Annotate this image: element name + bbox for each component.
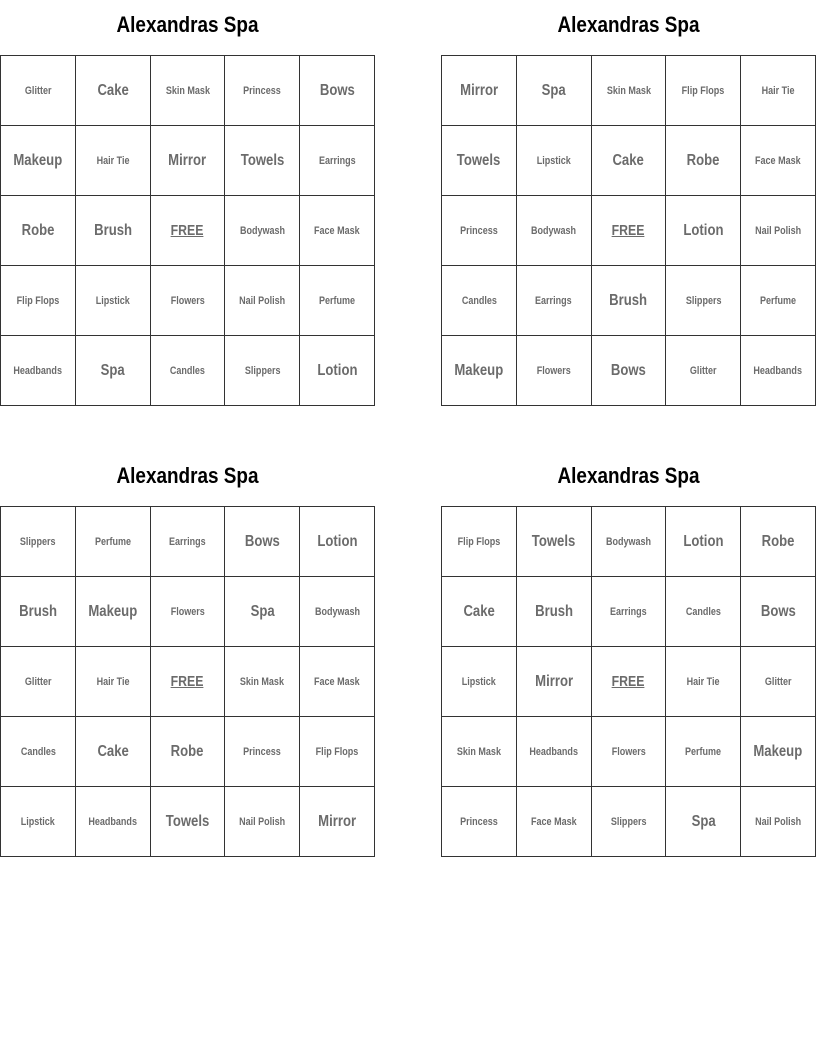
bingo-cell	[225, 647, 300, 717]
bingo-cell-label: Earrings	[318, 154, 356, 167]
bingo-cell	[151, 196, 226, 266]
bingo-cell	[300, 126, 375, 196]
bingo-cell	[1, 196, 76, 266]
bingo-cell	[300, 647, 375, 717]
bingo-cell	[151, 126, 226, 196]
bingo-cell	[225, 336, 300, 406]
bingo-cell-label: Brush	[93, 221, 132, 239]
bingo-cell	[76, 266, 151, 336]
bingo-cell-label: Princess	[243, 84, 282, 97]
bingo-cell	[300, 507, 375, 577]
bingo-cell	[517, 577, 592, 647]
bingo-cell-label: Lipstick	[95, 294, 130, 307]
bingo-cell	[592, 577, 667, 647]
bingo-cell	[517, 647, 592, 717]
bingo-cell-label: Princess	[460, 224, 498, 237]
bingo-cell	[300, 577, 375, 647]
bingo-cell-label: Cake	[463, 602, 495, 620]
bingo-cell-label: FREE	[171, 222, 204, 239]
bingo-cell-label: Bows	[760, 602, 796, 620]
bingo-cell	[225, 717, 300, 787]
bingo-cell-label: Towels	[240, 151, 285, 169]
bingo-cell	[592, 336, 667, 406]
bingo-cell	[517, 717, 592, 787]
bingo-cell-label: Bodywash	[531, 224, 577, 237]
bingo-cell-label: Bodywash	[314, 605, 360, 618]
bingo-cell-label: Cake	[97, 742, 129, 760]
bingo-cell-label: Lotion	[683, 532, 724, 550]
bingo-cell	[517, 266, 592, 336]
bingo-cell-label: Brush	[609, 291, 648, 309]
bingo-cell-label: Glitter	[24, 84, 52, 97]
bingo-cell-label: Skin Mask	[165, 84, 210, 97]
bingo-cell-label: Headbands	[529, 745, 579, 758]
bingo-cell-label: Robe	[761, 532, 795, 550]
bingo-cell-label: Bodywash	[239, 224, 285, 237]
bingo-cell	[442, 336, 517, 406]
bingo-cell-label: Slippers	[20, 535, 56, 548]
bingo-cell	[1, 56, 76, 126]
bingo-cell	[741, 647, 816, 717]
bingo-cell-label: Flowers	[611, 745, 646, 758]
bingo-cell	[592, 647, 667, 717]
bingo-cell	[76, 196, 151, 266]
bingo-cell	[76, 717, 151, 787]
bingo-cell	[741, 336, 816, 406]
bingo-cell-label: Perfume	[760, 294, 797, 307]
bingo-cell	[442, 126, 517, 196]
bingo-cell	[592, 266, 667, 336]
bingo-cell-label: Nail Polish	[239, 294, 286, 307]
bingo-cell	[442, 787, 517, 857]
bingo-cell	[517, 56, 592, 126]
bingo-cell	[517, 507, 592, 577]
bingo-cell	[666, 787, 741, 857]
bingo-cell	[1, 717, 76, 787]
bingo-cell	[741, 577, 816, 647]
bingo-cell	[592, 507, 667, 577]
bingo-cell	[666, 577, 741, 647]
bingo-cell	[225, 787, 300, 857]
bingo-cell-label: FREE	[612, 673, 645, 690]
bingo-cell-label: Hair Tie	[96, 675, 130, 688]
bingo-cell	[741, 196, 816, 266]
bingo-cell-label: Cake	[97, 81, 129, 99]
bingo-cell-label: Slippers	[244, 364, 281, 377]
bingo-cell-label: Princess	[460, 815, 498, 828]
bingo-cell	[592, 126, 667, 196]
bingo-cell-label: Slippers	[685, 294, 722, 307]
bingo-cell	[76, 56, 151, 126]
card-title: Alexandras Spa	[557, 463, 700, 488]
bingo-cell-label: Towels	[457, 151, 501, 169]
bingo-cell	[741, 266, 816, 336]
bingo-cell-label: Flip Flops	[681, 84, 725, 97]
bingo-cell	[741, 126, 816, 196]
bingo-cell	[151, 787, 226, 857]
bingo-cell	[225, 126, 300, 196]
bingo-cell	[517, 126, 592, 196]
bingo-cell	[442, 266, 517, 336]
bingo-cell-label: Flip Flops	[315, 745, 359, 758]
bingo-cell-label: Candles	[461, 294, 497, 307]
bingo-cell-label: Nail Polish	[755, 224, 802, 237]
bingo-cell	[741, 717, 816, 787]
bingo-cell	[1, 266, 76, 336]
bingo-cell-label: Bodywash	[605, 535, 652, 548]
bingo-cell-label: Spa	[100, 361, 125, 379]
bingo-cell-label: Brush	[18, 602, 57, 620]
bingo-cell	[1, 336, 76, 406]
bingo-cell-label: Face Mask	[755, 154, 801, 167]
bingo-cell	[592, 717, 667, 787]
card-title: Alexandras Spa	[116, 12, 259, 37]
bingo-cell-label: Flowers	[170, 294, 205, 307]
bingo-cell-label: Hair Tie	[761, 84, 795, 97]
bingo-cell	[666, 336, 741, 406]
bingo-cell	[1, 787, 76, 857]
bingo-cell-label: Lipstick	[536, 154, 571, 167]
bingo-cell-label: Flowers	[536, 364, 571, 377]
bingo-cell-label: Skin Mask	[606, 84, 651, 97]
bingo-cell	[666, 196, 741, 266]
bingo-cell-label: Spa	[541, 81, 566, 99]
bingo-cell-label: Bows	[319, 81, 355, 99]
bingo-cell-label: Glitter	[764, 675, 792, 688]
bingo-grid	[0, 506, 375, 857]
bingo-cell-label: Mirror	[318, 812, 357, 830]
bingo-cell	[151, 717, 226, 787]
bingo-cell	[300, 717, 375, 787]
bingo-cell	[666, 507, 741, 577]
bingo-cell	[741, 56, 816, 126]
bingo-cell	[76, 507, 151, 577]
bingo-cell-label: Princess	[243, 745, 282, 758]
bingo-cell-label: Face Mask	[314, 675, 360, 688]
bingo-cell-label: Lotion	[683, 221, 724, 239]
bingo-cell-label: FREE	[612, 222, 645, 239]
bingo-cell-label: Flowers	[170, 605, 205, 618]
bingo-cell	[442, 647, 517, 717]
bingo-cell-label: Headbands	[88, 815, 138, 828]
bingo-cell	[76, 647, 151, 717]
card-title: Alexandras Spa	[116, 463, 259, 488]
bingo-cell	[666, 647, 741, 717]
bingo-cell-label: Spa	[250, 602, 275, 620]
bingo-cell-label: Towels	[165, 812, 210, 830]
bingo-cell-label: Headbands	[753, 364, 803, 377]
bingo-cell	[76, 577, 151, 647]
bingo-cell	[517, 787, 592, 857]
bingo-cell-label: Mirror	[534, 672, 573, 690]
bingo-cell-label: Perfume	[685, 745, 722, 758]
bingo-cell	[666, 717, 741, 787]
bingo-cell-label: Makeup	[753, 742, 803, 760]
bingo-cell-label: Candles	[20, 745, 56, 758]
bingo-cell	[592, 56, 667, 126]
bingo-cell	[300, 336, 375, 406]
bingo-cell-label: Nail Polish	[755, 815, 802, 828]
bingo-cell-label: Hair Tie	[686, 675, 720, 688]
bingo-cell-label: Earrings	[535, 294, 572, 307]
bingo-cell-label: Lipstick	[20, 815, 55, 828]
bingo-cell-label: Headbands	[13, 364, 63, 377]
bingo-cell	[225, 56, 300, 126]
bingo-cell	[666, 266, 741, 336]
bingo-cell	[741, 787, 816, 857]
bingo-cell-label: Makeup	[13, 151, 63, 169]
bingo-cell	[151, 507, 226, 577]
bingo-cell	[151, 577, 226, 647]
bingo-cell	[442, 507, 517, 577]
bingo-cell-label: Face Mask	[530, 815, 577, 828]
bingo-cell	[225, 266, 300, 336]
bingo-grid	[0, 55, 375, 406]
bingo-cell	[1, 577, 76, 647]
bingo-cell-label: Earrings	[610, 605, 647, 618]
bingo-cell-label: Flip Flops	[457, 535, 501, 548]
bingo-cell-label: Bows	[610, 361, 646, 379]
bingo-cell-label: Spa	[691, 812, 716, 830]
bingo-cell-label: Glitter	[689, 364, 717, 377]
bingo-cell-label: Perfume	[319, 294, 356, 307]
bingo-cell	[300, 196, 375, 266]
bingo-cell	[666, 126, 741, 196]
bingo-cell-label: Mirror	[168, 151, 207, 169]
bingo-cell-label: Flip Flops	[16, 294, 60, 307]
bingo-cell	[225, 577, 300, 647]
bingo-cell-label: Bows	[244, 532, 280, 550]
bingo-grid	[441, 506, 816, 857]
bingo-cell	[517, 196, 592, 266]
bingo-cell-label: Mirror	[459, 81, 498, 99]
bingo-cell	[151, 647, 226, 717]
bingo-cell-label: Skin Mask	[240, 675, 285, 688]
bingo-cell	[1, 507, 76, 577]
bingo-cell-label: Towels	[531, 532, 576, 550]
bingo-cell	[225, 507, 300, 577]
bingo-cell	[592, 196, 667, 266]
bingo-cell	[1, 126, 76, 196]
bingo-cell	[151, 56, 226, 126]
bingo-cell	[300, 266, 375, 336]
bingo-cell	[225, 196, 300, 266]
bingo-cell-label: Cake	[612, 151, 645, 169]
bingo-cell-label: Perfume	[94, 535, 131, 548]
bingo-cell	[300, 56, 375, 126]
bingo-cell-label: Makeup	[454, 361, 504, 379]
bingo-cell-label: Robe	[686, 151, 720, 169]
bingo-cell	[442, 56, 517, 126]
bingo-cell-label: Makeup	[88, 602, 138, 620]
bingo-cell	[151, 266, 226, 336]
bingo-cell-label: Candles	[169, 364, 206, 377]
bingo-cell	[76, 126, 151, 196]
bingo-cell	[741, 507, 816, 577]
bingo-cell-label: Robe	[171, 742, 204, 760]
bingo-cell-label: Lipstick	[461, 675, 496, 688]
bingo-cell-label: Earrings	[169, 535, 206, 548]
bingo-cell	[76, 336, 151, 406]
card-title: Alexandras Spa	[557, 12, 700, 37]
bingo-cell	[76, 787, 151, 857]
bingo-cell-label: Hair Tie	[96, 154, 130, 167]
bingo-cell	[300, 787, 375, 857]
bingo-cell	[592, 787, 667, 857]
bingo-grid	[441, 55, 816, 406]
bingo-cell-label: Candles	[685, 605, 721, 618]
bingo-cell-label: Lotion	[317, 532, 358, 550]
bingo-cell	[666, 56, 741, 126]
bingo-cell	[442, 577, 517, 647]
bingo-cell-label: Face Mask	[314, 224, 360, 237]
bingo-cell	[442, 196, 517, 266]
bingo-cell	[442, 717, 517, 787]
bingo-cell-label: Nail Polish	[239, 815, 286, 828]
bingo-cell	[1, 647, 76, 717]
bingo-cell-label: FREE	[171, 673, 204, 690]
bingo-cell	[151, 336, 226, 406]
bingo-cell-label: Brush	[534, 602, 573, 620]
bingo-cell-label: Robe	[21, 221, 55, 239]
bingo-cell-label: Skin Mask	[456, 745, 501, 758]
bingo-cell	[517, 336, 592, 406]
bingo-cell-label: Glitter	[24, 675, 52, 688]
bingo-cell-label: Slippers	[610, 815, 647, 828]
bingo-cell-label: Lotion	[317, 361, 358, 379]
